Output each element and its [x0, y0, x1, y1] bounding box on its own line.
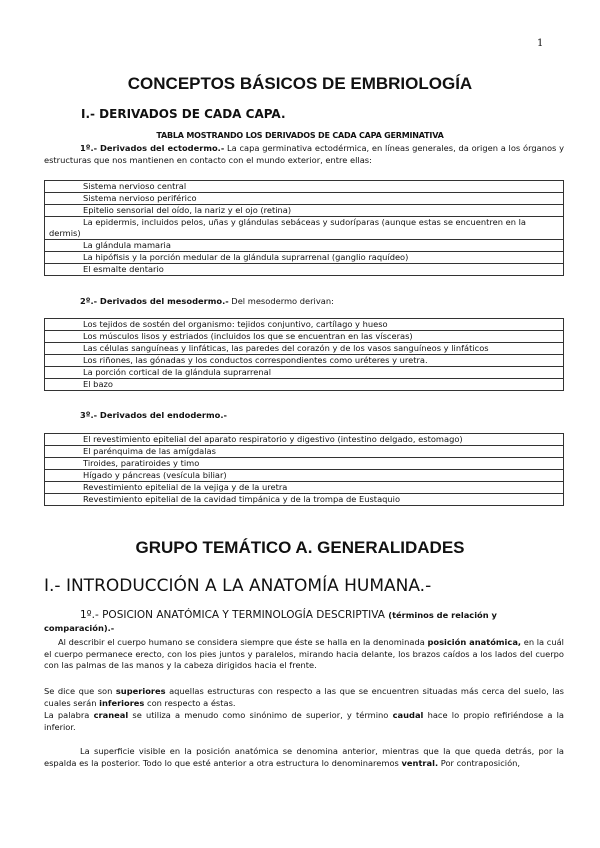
list-item: Los riñones, las gónadas y los conductos correspondientes como uréteres y uretra.	[45, 355, 564, 367]
list-item: La epidermis, incluidos pelos, uñas y glándulas sebáceas y sudoríparas (aunque estas se encuentren en la dermis)	[45, 217, 564, 240]
paragraph-text: hace lo propio refiriéndose a la inferior.	[44, 710, 565, 732]
paragraph-text: Al describir el cuerpo humano se considera siempre que éste se halla en la denominada	[58, 637, 428, 647]
paragraph-text: se utiliza a menudo como sinónimo de superior, y término	[128, 710, 393, 720]
section-title-derivados: I.- DERIVADOS DE CADA CAPA.	[81, 107, 286, 121]
list-item: Las células sanguíneas y linfáticas, las paredes del corazón y de los vasos sanguíneos y linfáticos	[45, 343, 564, 355]
paragraph-anterior-posterior	[44, 746, 564, 769]
position-heading-main: 1º.- POSICION ANATÓMICA Y TERMINOLOGÍA DESCRIPTIVA	[80, 609, 385, 621]
list-item: El esmalte dentario	[45, 264, 564, 276]
term-inferiores: inferiores	[99, 697, 145, 708]
list-item: Sistema nervioso central	[45, 181, 564, 193]
endoderm-paragraph	[80, 410, 227, 420]
paragraph-text: La superficie visible en la posición anatómica se denomina anterior, mientras que la que queda detrás, por la espalda es la posterior. Todo lo que esté anterior a otra estructura lo denominaremos	[44, 746, 564, 768]
paragraph-craneal-caudal	[44, 710, 564, 733]
table-row	[45, 482, 564, 494]
paragraph-text: La palabra	[44, 710, 94, 720]
table-row	[45, 367, 564, 379]
list-item: La porción cortical de la glándula suprarrenal	[45, 367, 564, 379]
list-item: El bazo	[45, 379, 564, 391]
paragraph-text: Por contraposición,	[438, 757, 521, 768]
mesoderm-paragraph	[80, 296, 334, 306]
mesoderm-table	[44, 318, 564, 391]
intro-title: I.- INTRODUCCIÓN A LA ANATOMÍA HUMANA.-	[44, 576, 432, 596]
position-heading-small: (términos de relación y comparación).-	[44, 610, 497, 633]
endoderm-table	[44, 433, 564, 506]
page-number: 1	[537, 38, 544, 49]
table-row	[45, 379, 564, 391]
list-item: Epitelio sensorial del oído, la nariz y el ojo (retina)	[45, 205, 564, 217]
paragraph-text: aquellas estructuras con respecto a las que se encuentren situadas más cerca del suelo, las cuales serán	[44, 686, 564, 708]
table-row	[45, 193, 564, 205]
list-item: El parénquima de las amígdalas	[45, 446, 564, 458]
table-row	[45, 355, 564, 367]
group-title: GRUPO TEMÁTICO A. GENERALIDADES	[135, 538, 465, 557]
mesoderm-intro: Del mesodermo derivan:	[228, 296, 334, 306]
position-heading	[44, 609, 568, 635]
table-row	[45, 217, 564, 240]
page-title: CONCEPTOS BÁSICOS DE EMBRIOLOGÍA	[127, 74, 473, 93]
table-row	[45, 319, 564, 331]
table-row	[45, 470, 564, 482]
ectoderm-intro: La capa germinativa ectodérmica, en líneas generales, da origen a los órganos y estructuras que nos mantienen en contacto con el mundo exterior, entre ellas:	[44, 143, 565, 165]
paragraph-superior-inferior	[44, 686, 564, 709]
ectoderm-table	[44, 180, 564, 276]
list-item: Los músculos lisos y estriados (incluidos los que se encuentran en las vísceras)	[45, 331, 564, 343]
table-row	[45, 331, 564, 343]
term-craneal: craneal	[93, 710, 129, 720]
paragraph-text: Se dice que son	[44, 686, 116, 696]
table-row	[45, 252, 564, 264]
mesoderm-heading: 2º.- Derivados del mesodermo.-	[80, 296, 229, 306]
table-row	[45, 343, 564, 355]
term-posicion-anatomica: posición anatómica,	[427, 637, 522, 647]
table-row	[45, 205, 564, 217]
list-item: Tiroides, paratiroides y timo	[45, 458, 564, 470]
term-ventral: ventral.	[401, 757, 439, 768]
list-item: Sistema nervioso periférico	[45, 193, 564, 205]
term-superiores: superiores	[115, 686, 166, 696]
table-row	[45, 446, 564, 458]
table-row	[45, 240, 564, 252]
list-item: Revestimiento epitelial de la vejiga y de la uretra	[45, 482, 564, 494]
list-item: El revestimiento epitelial del aparato respiratorio y digestivo (intestino delgado, estomago)	[45, 434, 564, 446]
list-item: Hígado y páncreas (vesícula biliar)	[45, 470, 564, 482]
endoderm-heading: 3º.- Derivados del endodermo.-	[80, 410, 227, 420]
table-row	[45, 434, 564, 446]
ectoderm-paragraph	[44, 143, 564, 166]
paragraph-anatomical-position	[44, 637, 564, 672]
table-row	[45, 494, 564, 506]
term-caudal: caudal	[392, 710, 424, 720]
table-row	[45, 181, 564, 193]
table-caption: TABLA MOSTRANDO LOS DERIVADOS DE CADA CAPA GERMINATIVA	[156, 131, 444, 140]
list-item: Revestimiento epitelial de la cavidad timpánica y de la trompa de Eustaquio	[45, 494, 564, 506]
paragraph-text: con respecto a éstas.	[144, 697, 236, 708]
paragraph-text: en la cuál el cuerpo permanece erecto, con los pies juntos y paralelos, mirando hacia delante, los brazos caídos a los lados del cuerpo con las palmas de las manos y la cabeza dirigidos hacia el frente.	[44, 637, 564, 670]
table-row	[45, 458, 564, 470]
list-item: La hipófisis y la porción medular de la glándula suprarrenal (ganglio raquídeo)	[45, 252, 564, 264]
list-item: Los tejidos de sostén del organismo: tejidos conjuntivo, cartílago y hueso	[45, 319, 564, 331]
list-item: La glándula mamaria	[45, 240, 564, 252]
ectoderm-heading: 1º.- Derivados del ectodermo.-	[80, 143, 225, 153]
table-row	[45, 264, 564, 276]
